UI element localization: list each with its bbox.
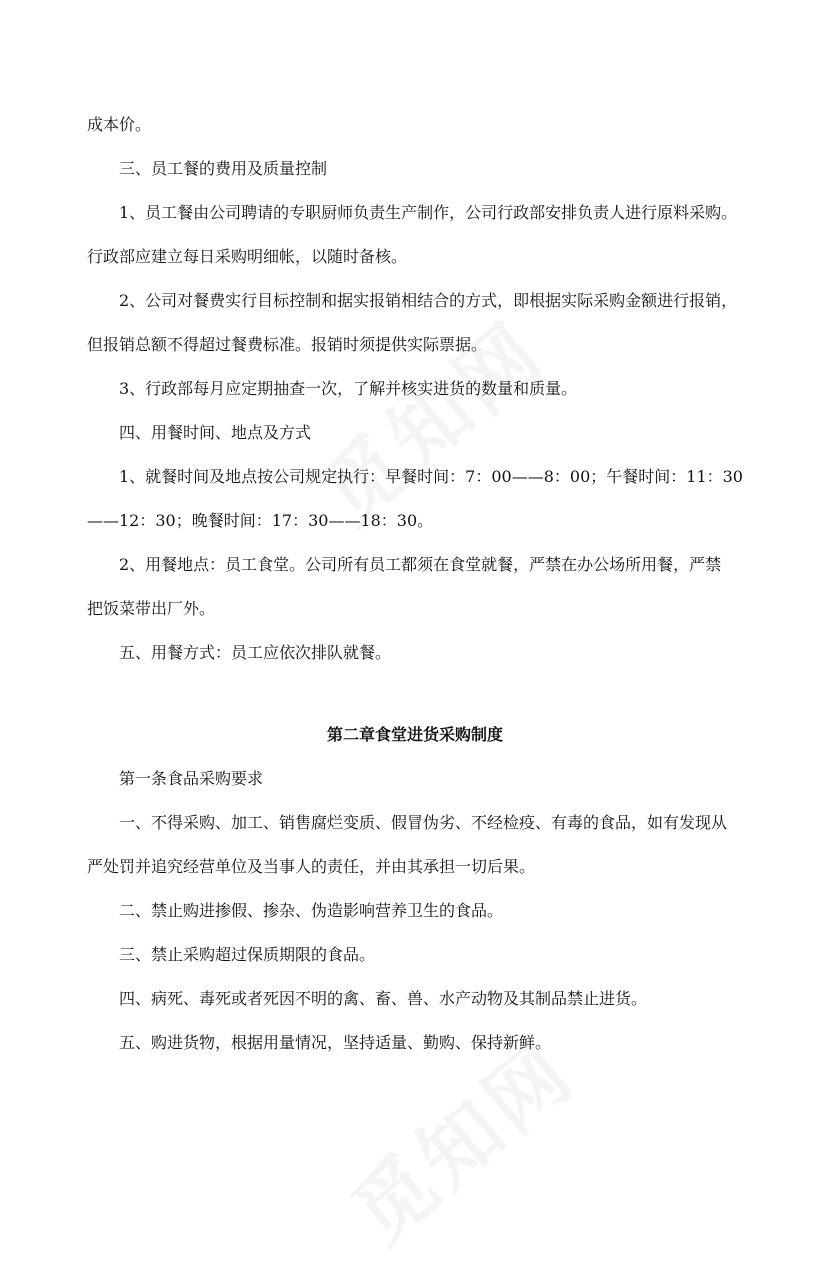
paragraph-line: 1、员工餐由公司聘请的专职厨师负责生产制作，公司行政部安排负责人进行原料采购。 xyxy=(119,203,738,222)
paragraph-line: 把饭菜带出厂外。 xyxy=(87,599,216,618)
rule-line: 五、购进货物，根据用量情况，坚持适量、勤购、保持新鲜。 xyxy=(119,1033,552,1052)
paragraph-line: 2、公司对餐费实行目标控制和据实报销相结合的方式，即根据实际采购金额进行报销， xyxy=(119,291,738,310)
section-title: 第一条食品采购要求 xyxy=(119,769,264,788)
rule-line: 二、禁止购进掺假、掺杂、伪造影响营养卫生的食品。 xyxy=(119,901,504,920)
rule-line: 三、禁止采购超过保质期限的食品。 xyxy=(119,945,376,964)
section-heading-3: 三、员工餐的费用及质量控制 xyxy=(119,159,328,178)
paragraph-line: 2、用餐地点：员工食堂。公司所有员工都须在食堂就餐，严禁在办公场所用餐，严禁 xyxy=(119,555,722,574)
paragraph-line: 行政部应建立每日采购明细帐，以随时备核。 xyxy=(87,247,408,266)
rule-line: 一、不得采购、加工、销售腐烂变质、假冒伪劣、不经检疫、有毒的食品，如有发现从 xyxy=(119,813,728,832)
chapter-title: 第二章食堂进货采购制度 xyxy=(326,725,503,744)
rule-line: 四、病死、毒死或者死因不明的禽、畜、兽、水产动物及其制品禁止进货。 xyxy=(119,989,648,1008)
rule-line: 严处罚并追究经营单位及当事人的责任，并由其承担一切后果。 xyxy=(87,857,536,876)
paragraph-line: 但报销总额不得超过餐费标准。报销时须提供实际票据。 xyxy=(87,335,488,354)
paragraph-line: 五、用餐方式：员工应依次排队就餐。 xyxy=(119,643,392,662)
section-heading-4: 四、用餐时间、地点及方式 xyxy=(119,423,312,442)
paragraph-line: 1、就餐时间及地点按公司规定执行：早餐时间：7：00——8：00；午餐时间：11：30 xyxy=(119,467,743,486)
paragraph-line: 3、行政部每月应定期抽查一次，了解并核实进货的数量和质量。 xyxy=(119,379,578,398)
paragraph-line: 成本价。 xyxy=(87,115,152,134)
paragraph-line: ——12：30；晚餐时间：17：30——18：30。 xyxy=(87,511,434,530)
